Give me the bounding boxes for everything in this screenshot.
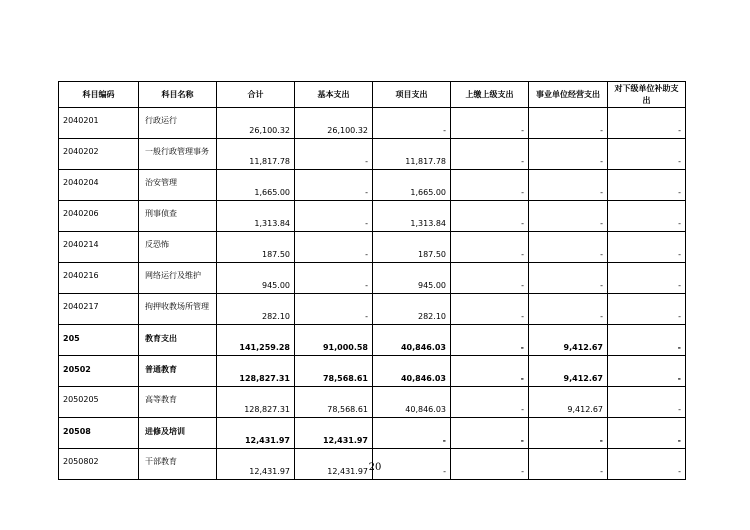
subject-code-text: 20502 [63,364,91,374]
total-cell: 187.50 [217,232,295,263]
subject-code-text: 2040206 [63,208,99,218]
header-project-expenditure: 项目支出 [373,82,451,108]
subject-code-text: 2040214 [63,239,99,249]
subject-name-text: 干部教育 [145,456,177,466]
business-cell: - [529,201,608,232]
project-cell: 187.50 [373,232,451,263]
subject-name-text: 治安管理 [145,177,177,187]
subject-name-cell [139,356,217,387]
total-cell: 1,665.00 [217,170,295,201]
upper-cell: - [451,108,529,139]
total-cell: 12,431.97 [217,449,295,480]
subject-code-text: 205 [63,333,80,343]
table-header-row [59,82,686,108]
subject-name-text: 普通教育 [145,364,177,374]
subject-code-cell [59,356,139,387]
total-cell: 11,817.78 [217,139,295,170]
total-cell: 141,259.28 [217,325,295,356]
upper-cell: - [451,294,529,325]
business-cell: 9,412.67 [529,356,608,387]
business-cell: - [529,263,608,294]
table-row [59,139,686,170]
business-cell: 9,412.67 [529,387,608,418]
subject-code-text: 2040201 [63,115,99,125]
subsidy-cell: - [608,108,686,139]
subject-name-text: 刑事侦查 [145,208,177,218]
subject-code-text: 2050802 [63,456,99,466]
business-cell: - [529,108,608,139]
subsidy-cell: - [608,139,686,170]
subsidy-cell: - [608,356,686,387]
subsidy-cell: - [608,201,686,232]
project-cell: - [373,449,451,480]
business-cell: - [529,449,608,480]
table-row [59,325,686,356]
upper-cell: - [451,232,529,263]
budget-table [58,81,686,480]
subject-code-cell [59,418,139,449]
upper-cell: - [451,201,529,232]
subject-code-cell [59,387,139,418]
subsidy-cell: - [608,170,686,201]
subsidy-cell: - [608,294,686,325]
subject-code-cell [59,294,139,325]
subject-name-text: 拘押收教场所管理 [145,301,209,311]
business-cell: - [529,139,608,170]
subject-name-cell [139,387,217,418]
upper-cell: - [451,325,529,356]
subject-name-cell [139,325,217,356]
total-cell: 945.00 [217,263,295,294]
basic-cell: - [295,263,373,294]
subject-name-cell [139,418,217,449]
business-cell: - [529,294,608,325]
subject-name-text: 教育支出 [145,333,177,343]
table-row [59,387,686,418]
header-subject-name: 科目名称 [139,82,217,108]
subject-name-cell [139,294,217,325]
project-cell: 1,313.84 [373,201,451,232]
business-cell: - [529,170,608,201]
table-row [59,263,686,294]
table-row [59,170,686,201]
upper-cell: - [451,449,529,480]
subject-code-cell [59,201,139,232]
project-cell: - [373,418,451,449]
project-cell: 40,846.03 [373,356,451,387]
table-row [59,232,686,263]
table-row [59,108,686,139]
subsidy-cell: - [608,263,686,294]
basic-cell: 12,431.97 [295,449,373,480]
subject-name-text: 行政运行 [145,115,177,125]
subject-name-text: 网络运行及维护 [145,270,201,280]
project-cell: 282.10 [373,294,451,325]
subject-code-text: 2040216 [63,270,99,280]
subject-name-text: 进修及培训 [145,426,185,436]
basic-cell: - [295,232,373,263]
subject-code-cell [59,325,139,356]
table-body [59,108,686,480]
subject-code-cell [59,108,139,139]
basic-cell: 12,431.97 [295,418,373,449]
business-cell: 9,412.67 [529,325,608,356]
upper-cell: - [451,139,529,170]
subject-code-text: 2050205 [63,394,99,404]
subject-name-cell [139,232,217,263]
project-cell: 40,846.03 [373,325,451,356]
project-cell: 11,817.78 [373,139,451,170]
subsidy-cell: - [608,418,686,449]
total-cell: 128,827.31 [217,387,295,418]
subject-code-cell [59,139,139,170]
total-cell: 12,431.97 [217,418,295,449]
subject-name-text: 高等教育 [145,394,177,404]
upper-cell: - [451,356,529,387]
basic-cell: 78,568.61 [295,356,373,387]
subject-name-cell [139,263,217,294]
total-cell: 282.10 [217,294,295,325]
upper-cell: - [451,170,529,201]
subsidy-cell: - [608,449,686,480]
subsidy-cell: - [608,387,686,418]
project-cell: - [373,108,451,139]
subject-code-cell [59,263,139,294]
basic-cell: - [295,201,373,232]
subject-code-cell [59,232,139,263]
project-cell: 1,665.00 [373,170,451,201]
project-cell: 40,846.03 [373,387,451,418]
basic-cell: - [295,294,373,325]
subject-name-cell [139,201,217,232]
subsidy-cell: - [608,232,686,263]
basic-cell: - [295,139,373,170]
subject-name-cell [139,170,217,201]
subject-code-text: 20508 [63,426,91,436]
total-cell: 26,100.32 [217,108,295,139]
project-cell: 945.00 [373,263,451,294]
subject-name-cell [139,108,217,139]
subject-code-text: 2040217 [63,301,99,311]
header-business-expenditure: 事业单位经营支出 [529,82,608,108]
basic-cell: 26,100.32 [295,108,373,139]
subject-code-text: 2040204 [63,177,99,187]
subsidy-cell: - [608,325,686,356]
header-basic-expenditure: 基本支出 [295,82,373,108]
table-row [59,356,686,387]
subject-code-text: 2040202 [63,146,99,156]
subject-name-text: 反恐怖 [145,239,169,249]
table-row [59,201,686,232]
upper-cell: - [451,418,529,449]
upper-cell: - [451,263,529,294]
header-subject-code: 科目编码 [59,82,139,108]
subject-name-text: 一般行政管理事务 [145,146,209,156]
basic-cell: - [295,170,373,201]
table-row [59,294,686,325]
subject-name-cell [139,139,217,170]
total-cell: 128,827.31 [217,356,295,387]
header-subsidy-expenditure: 对下级单位补助支出 [608,82,686,108]
table-row [59,418,686,449]
basic-cell: 91,000.58 [295,325,373,356]
page-number: 20 [368,462,382,473]
header-upper-remittance: 上缴上级支出 [451,82,529,108]
total-cell: 1,313.84 [217,201,295,232]
business-cell: - [529,418,608,449]
upper-cell: - [451,387,529,418]
business-cell: - [529,232,608,263]
basic-cell: 78,568.61 [295,387,373,418]
subject-code-cell [59,170,139,201]
header-total: 合计 [217,82,295,108]
